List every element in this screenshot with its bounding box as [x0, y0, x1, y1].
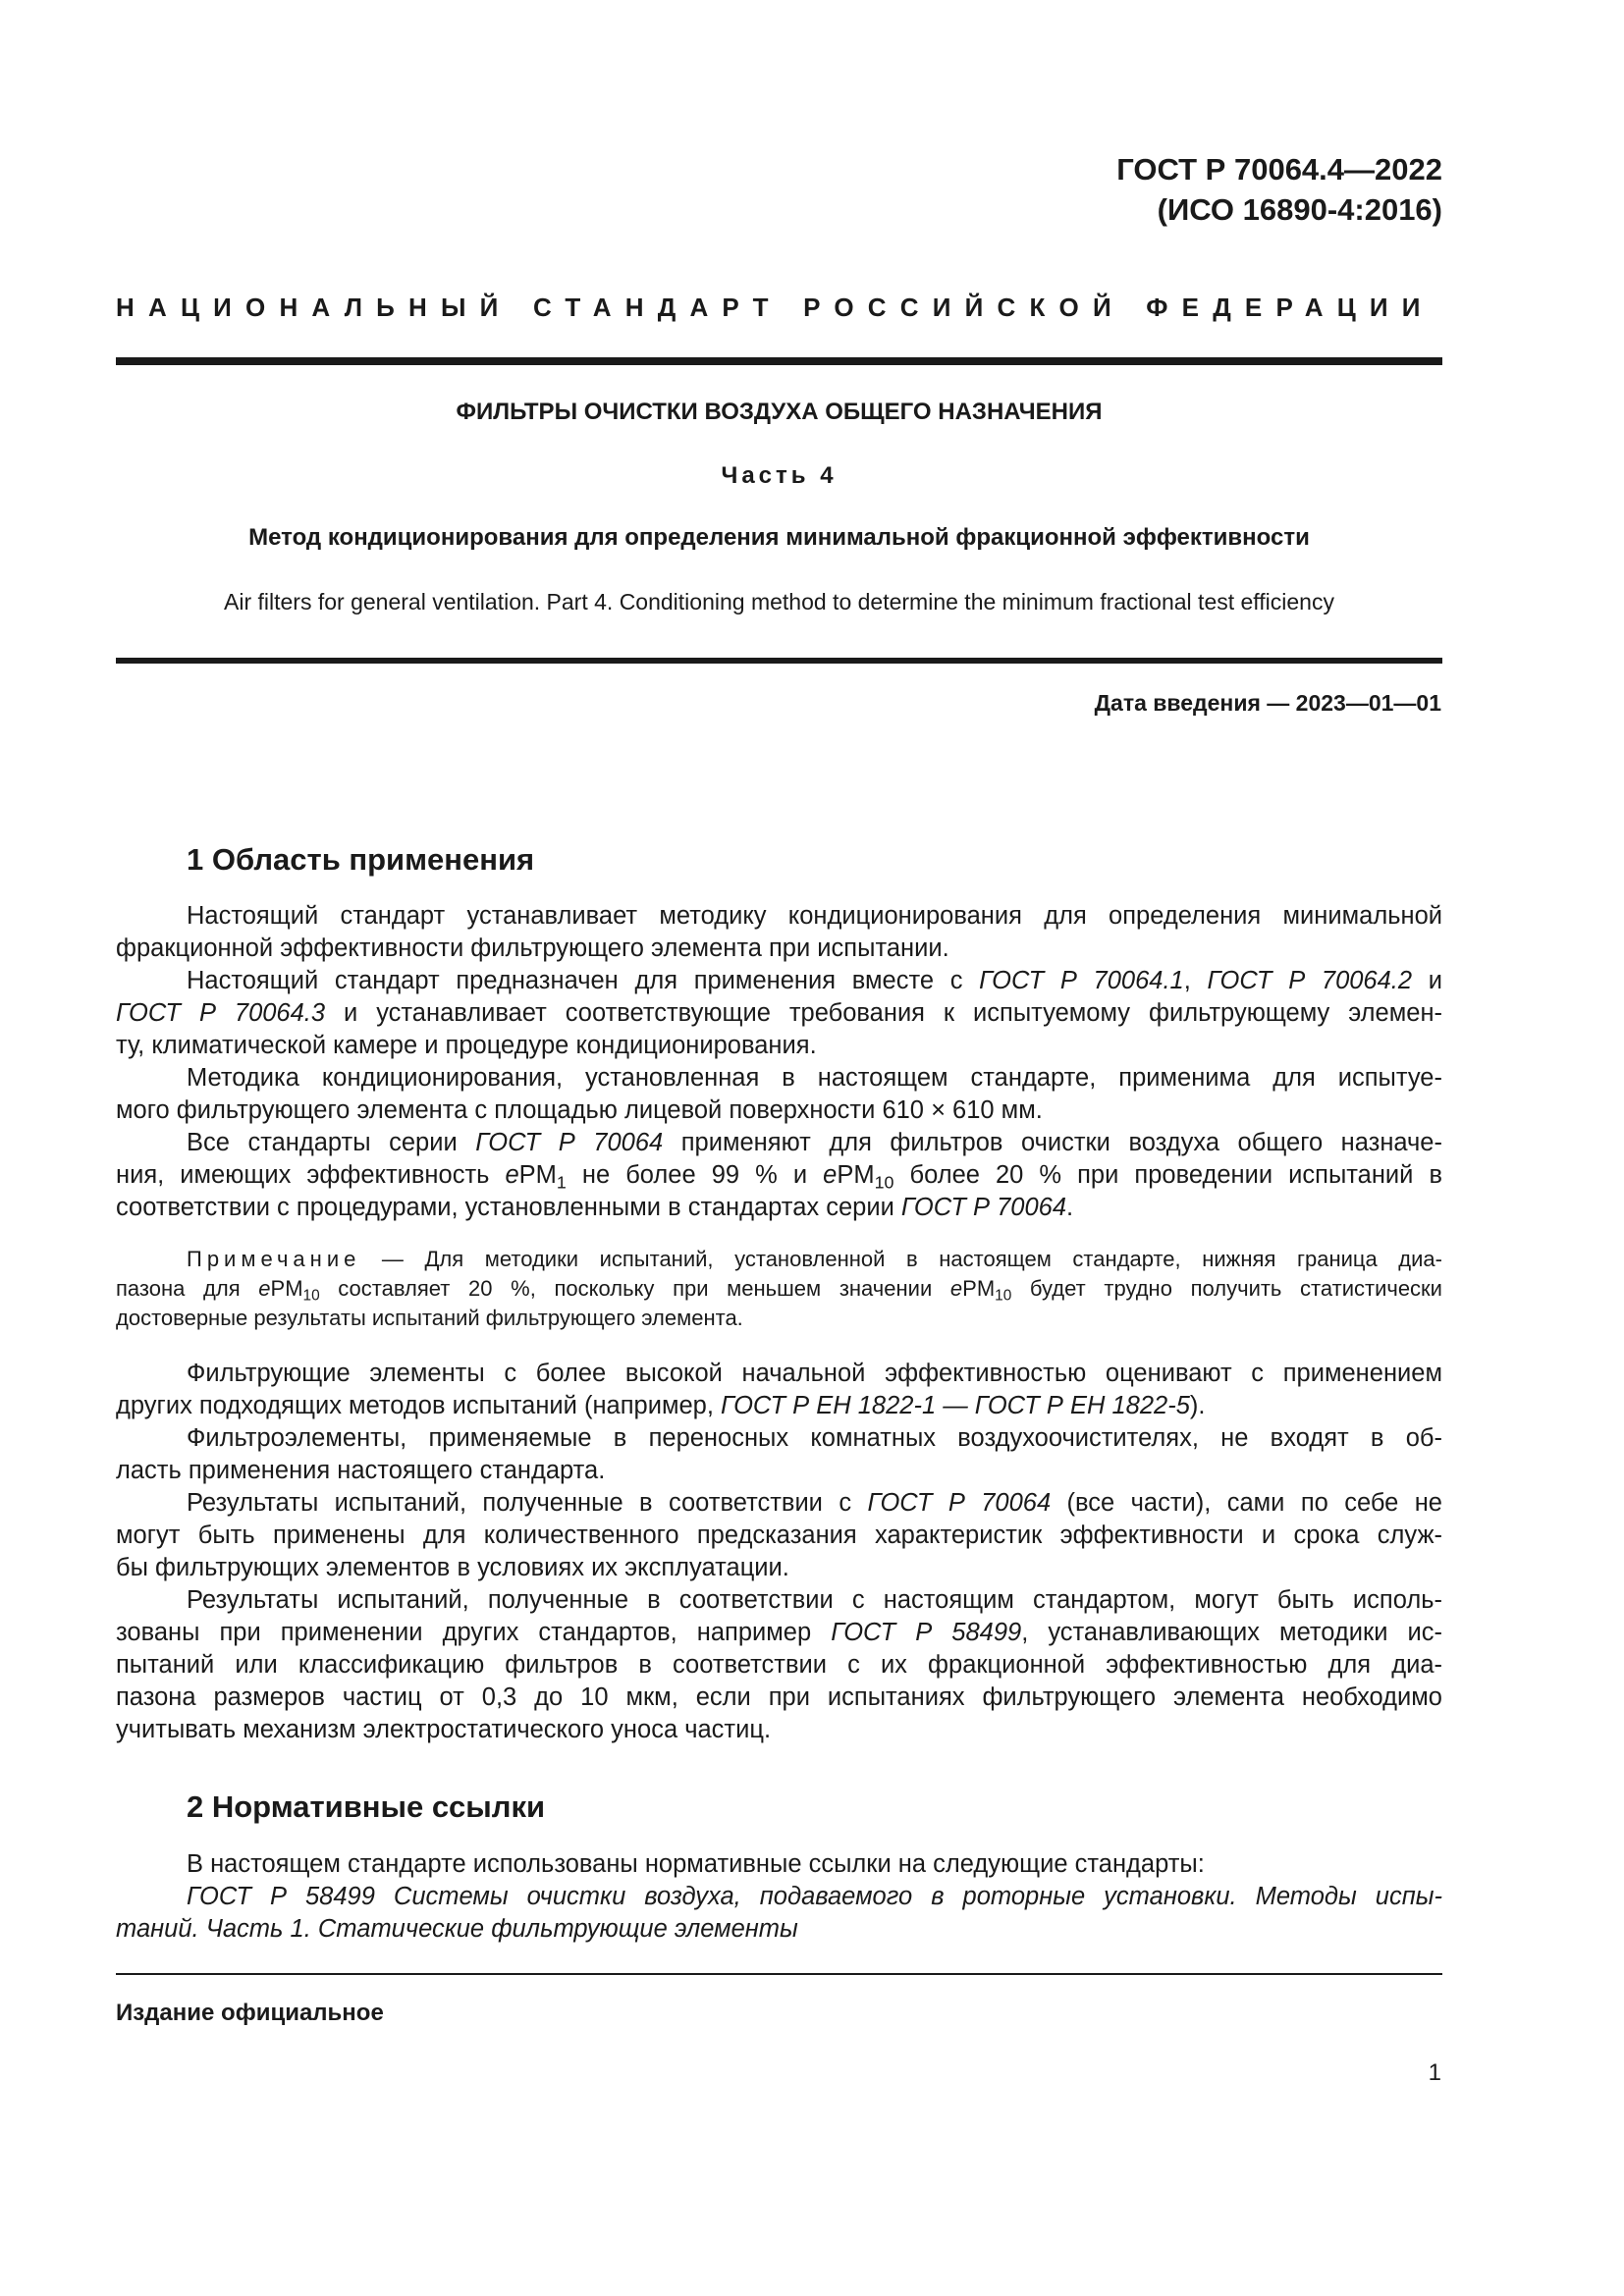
paragraph-line: других подходящих методов испытаний (например, ГОСТ Р ЕН 1822-1 — ГОСТ Р ЕН 1822-5).: [116, 1392, 1206, 1419]
reference-link: ГОСТ Р 70064.3: [116, 999, 326, 1027]
paragraph-line: зованы при применении других стандартов, например ГОСТ Р 58499, устанавливающих методики ис-: [116, 1619, 1442, 1646]
reference-link: ГОСТ Р 70064.1: [979, 967, 1184, 994]
reference-link: ГОСТ Р 70064: [867, 1489, 1052, 1517]
paragraph-line: Результаты испытаний, полученные в соответствии с ГОСТ Р 70064 (все части), сами по себе не: [187, 1489, 1442, 1517]
note-block: [116, 1245, 1442, 1333]
reference-link: ГОСТ Р 70064: [475, 1129, 664, 1156]
reference-link: ГОСТ Р 70064.2: [1207, 967, 1413, 994]
introduction-date: Дата введения — 2023—01—01: [1094, 690, 1441, 716]
note-line: достоверные результаты испытаний фильтрующего элемента.: [116, 1306, 743, 1330]
paragraph-line: фракционной эффективности фильтрующего элемента при испытании.: [116, 934, 949, 962]
paragraph-line: ния, имеющих эффективность ePM$_1$ не более 99 % и ePM$_{10}$ более 20 % при проведении испытаний в: [116, 1161, 1443, 1193]
divider-title: [116, 658, 1442, 664]
paragraph-line: Фильтрующие элементы с более высокой начальной эффективностью оценивают с применением: [187, 1360, 1442, 1387]
section-2-body: [116, 1848, 1442, 1946]
paragraph-line: Настоящий стандарт устанавливает методику кондиционирования для определения минимальной: [187, 902, 1442, 930]
note-label: Примечание: [187, 1247, 361, 1271]
reference-entry-line: ГОСТ Р 58499 Системы очистки воздуха, подаваемого в роторные установки. Методы испы-: [187, 1883, 1442, 1910]
paragraph-line: Результаты испытаний, полученные в соответствии с настоящим стандартом, могут быть исполь-: [187, 1586, 1442, 1614]
paragraph-line: соответствии с процедурами, установленными в стандартах серии ГОСТ Р 70064.: [116, 1194, 1074, 1221]
paragraph-line: В настоящем стандарте использованы нормативные ссылки на следующие стандарты:: [187, 1850, 1205, 1878]
reference-link: ГОСТ Р 70064: [900, 1194, 1066, 1221]
page-number: 1: [1428, 2059, 1441, 2086]
paragraph-line: могут быть применены для количественного предсказания характеристик эффективности и срока служ-: [116, 1522, 1442, 1549]
divider-top: [116, 357, 1442, 365]
section-1-heading: 1 Область применения: [187, 842, 535, 877]
designation-gost: ГОСТ Р 70064.4—2022: [1116, 152, 1442, 187]
paragraph-line: Настоящий стандарт предназначен для применения вместе с ГОСТ Р 70064.1, ГОСТ Р 70064.2 и: [187, 967, 1442, 994]
reference-link: ГОСТ Р ЕН 1822-1 — ГОСТ Р ЕН 1822-5: [721, 1392, 1190, 1419]
paragraph-line: Все стандарты серии ГОСТ Р 70064 применяют для фильтров очистки воздуха общего назначе-: [187, 1129, 1442, 1156]
official-edition-label: Издание официальное: [116, 2000, 384, 2026]
paragraph-line: пазона размеров частиц от 0,3 до 10 мкм, если при испытаниях фильтрующего элемента необходимо: [116, 1683, 1442, 1711]
english-title: Air filters for general ventilation. Part 4. Conditioning method to determine the minimum fractional test efficiency: [224, 589, 1334, 614]
section-1-body: [116, 900, 1442, 1224]
paragraph-line: Фильтроэлементы, применяемые в переносных комнатных воздухоочистителях, не входят в об-: [187, 1424, 1442, 1452]
document-part: Часть 4: [721, 462, 838, 489]
note-line: пазона для ePM$_{10}$ составляет 20 %, поскольку при меньшем значении ePM$_{10}$ будет трудно получить статистически: [116, 1276, 1442, 1305]
national-standard-banner: НАЦИОНАЛЬНЫЙ СТАНДАРТ РОССИЙСКОЙ ФЕДЕРАЦИИ: [116, 293, 1435, 322]
paragraph-line: ГОСТ Р 70064.3 и устанавливает соответствующие требования к испытуемому фильтрующему элемен-: [116, 999, 1443, 1027]
paragraph-line: пытаний или классификацию фильтров в соответствии с их фракционной эффективностью для диа-: [116, 1651, 1442, 1679]
note-line: Примечание — Для методики испытаний, установленной в настоящем стандарте, нижняя граница диа-: [187, 1247, 1442, 1271]
reference-link: ГОСТ Р 58499: [831, 1619, 1022, 1646]
document-subtitle: Метод кондиционирования для определения минимальной фракционной эффективности: [248, 524, 1310, 551]
document-title: ФИЛЬТРЫ ОЧИСТКИ ВОЗДУХА ОБЩЕГО НАЗНАЧЕНИЯ: [456, 399, 1103, 425]
reference-entry-line: таний. Часть 1. Статические фильтрующие элементы: [116, 1915, 798, 1943]
paragraph-line: учитывать механизм электростатического уноса частиц.: [116, 1716, 772, 1743]
paragraph-line: мого фильтрующего элемента с площадью лицевой поверхности 610 × 610 мм.: [116, 1096, 1043, 1124]
paragraph-line: Методика кондиционирования, установленная в настоящем стандарте, применима для испытуе-: [187, 1064, 1442, 1092]
divider-footer: [116, 1973, 1442, 1975]
designation-iso: (ИСО 16890-4:2016): [1157, 192, 1442, 227]
section-1-body-continued: [116, 1358, 1442, 1746]
section-2-heading: 2 Нормативные ссылки: [187, 1789, 546, 1824]
standard-designation: [1116, 149, 1442, 230]
paragraph-line: бы фильтрующих элементов в условиях их эксплуатации.: [116, 1554, 789, 1581]
paragraph-line: ласть применения настоящего стандарта.: [116, 1457, 606, 1484]
paragraph-line: ту, климатической камере и процедуре кондиционирования.: [116, 1032, 817, 1059]
